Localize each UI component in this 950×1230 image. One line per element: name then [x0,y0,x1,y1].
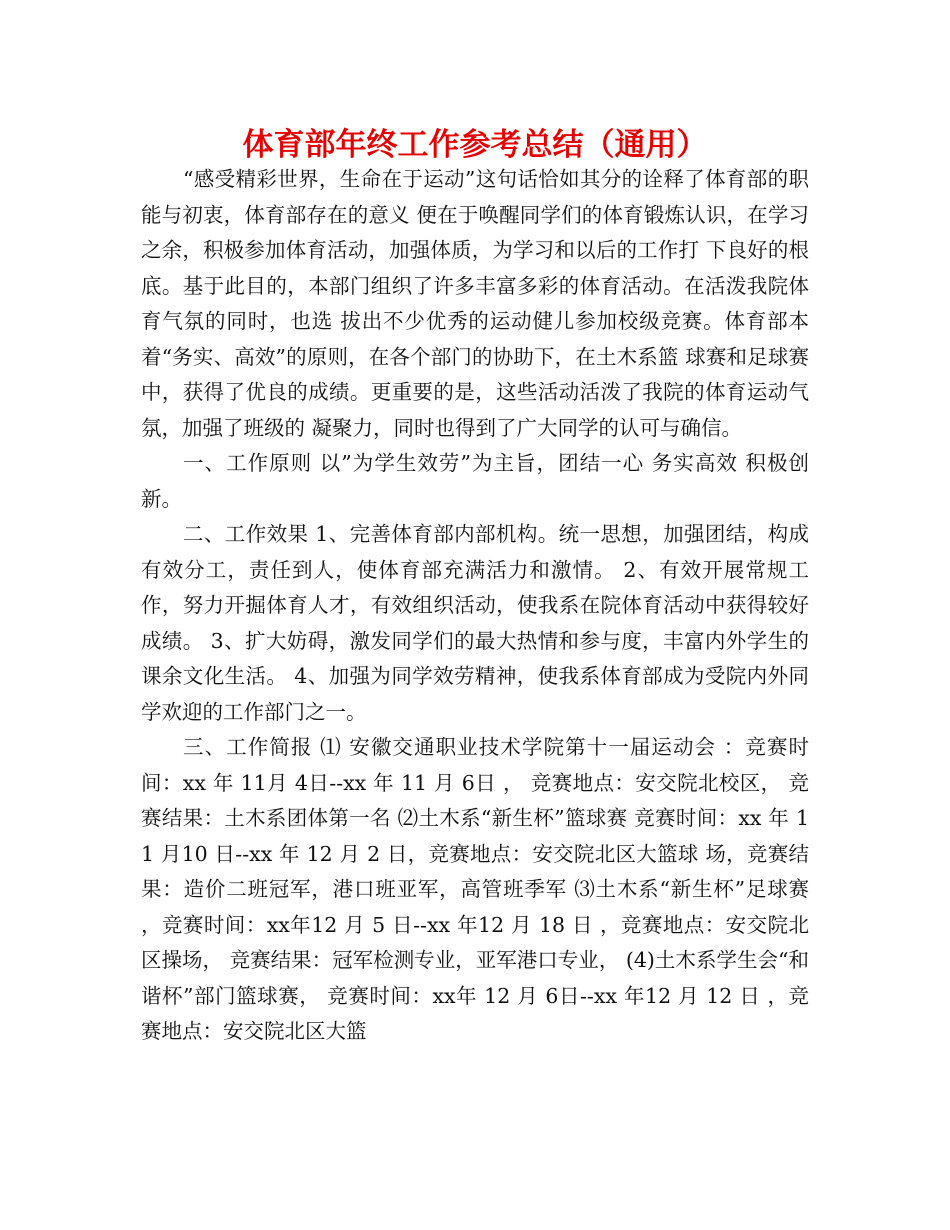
paragraph-work-principle: 一、工作原则 以”为学生效劳”为主旨，团结一心 务实高效 积极创新。 [141,451,809,511]
document-body [141,162,809,1050]
paragraph-intro: “感受精彩世界，生命在于运动”这句话恰如其分的诠释了体育部的职能与初衷，体育部存在的意义 便在于唤醒同学们的体育锻炼认识，在学习之余，积极参加体育活动，加强体质，为学习和以后的工作打 下良好的根底。基于此目的，本部门组织了许多丰富多彩的体育活动。在活泼我院体育气氛的同时，也选 拔出不少优秀的运动健儿参加校级竞赛。体育部本着“务实、高效”的原则，在各个部门的协助下，在土木系篮 球赛和足球赛中，获得了优良的成绩。更重要的是，这些活动活泼了我院的体育运动气氛，加强了班级的 凝聚力，同时也得到了广大同学的认可与确信。 [141,167,809,440]
paragraph-work-results: 二、工作效果 1、完善体育部内部机构。统一思想，加强团结，构成有效分工，责任到人，使体育部充满活力和激情。 2、有效开展常规工作，努力开掘体育人才，有效组织活动，使我系在院体育活动中获得较好成绩。 3、扩大妨碍，激发同学们的最大热情和参与度，丰富内外学生的课余文化生活。 4、加强为同学效劳精神，使我系体育部成为受院内外同学欢迎的工作部门之一。 [141,522,809,724]
document-title: 体育部年终工作参考总结（通用） [242,127,708,163]
paragraph-work-briefing: 三、工作简报 ⑴ 安徽交通职业技术学院第十一届运动会 ：竞赛时间：xx 年 11月 4日--xx 年 11 月 6日 ， 竞赛地点：安交院北校区， 竞赛结果：土木系团体第一名 ⑵土木系“新生杯”篮球赛 竞赛时间：xx 年 11 月10 日--xx 年 12 月 2 日，竞赛地点：安交院北区大篮球 场，竞赛结果：造价二班冠军，港口班亚军，高管班季军 ⑶土木系“新生杯”足球赛 ，竞赛时间：xx年12 月 5 日--xx 年12 月 18 日 ，竞赛地点：安交院北区操场， 竞赛结果：冠军检测专业，亚军港口专业， (4)土木系学生会“和谐杯”部门篮球赛， 竞赛时间：xx年 12 月 6日--xx 年12 月 12 日 ，竞赛地点：安交院北区大篮 [141,735,809,1043]
